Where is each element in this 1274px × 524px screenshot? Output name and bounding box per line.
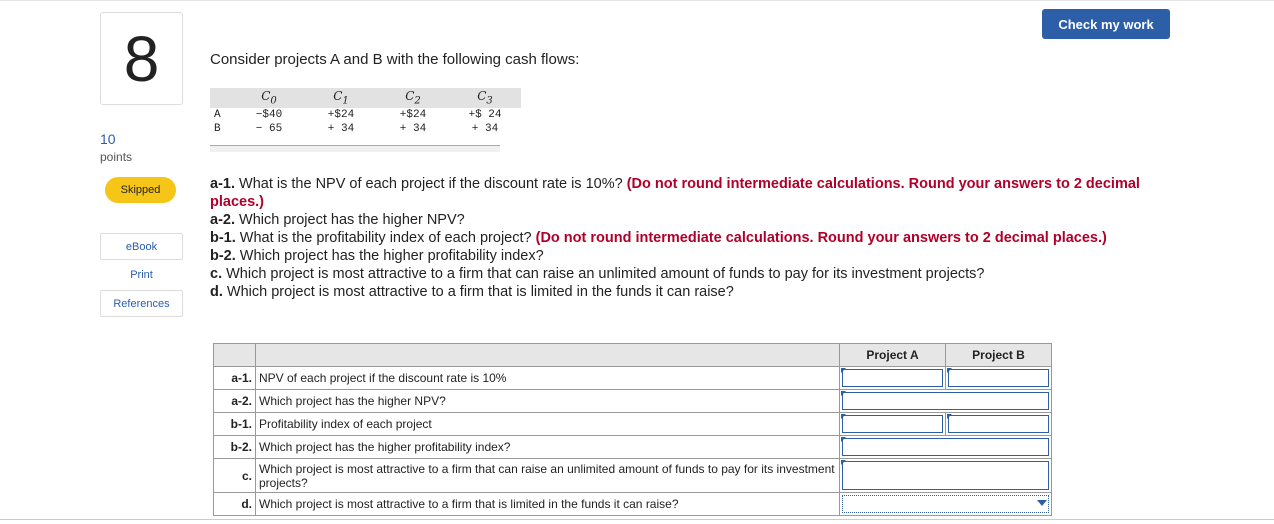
question-tag: b-2. — [210, 248, 236, 264]
row-label: a-1. — [214, 367, 256, 390]
limited-funds-cell — [840, 493, 1052, 516]
question-text: What is the NPV of each project if the discount rate is 10%? — [235, 176, 627, 192]
cash-flow-cell: −$40 — [255, 109, 283, 121]
answer-row-a2 — [214, 390, 1052, 413]
pi-b-input-cell — [946, 413, 1052, 436]
pi-project-a-input[interactable] — [842, 415, 943, 433]
row-desc: Which project has the higher NPV? — [256, 390, 840, 413]
question-note: (Do not round intermediate calculations. Round your answers to 2 decimal places.) — [535, 230, 1107, 246]
status-badge: Skipped — [105, 177, 176, 203]
question-prompt: Consider projects A and B with the following cash flows: — [210, 51, 580, 68]
cash-flow-cell: +$24 — [399, 109, 427, 121]
cash-flow-header-c0: $C_0$ — [233, 88, 305, 108]
row-desc: NPV of each project if the discount rate is 10% — [256, 367, 840, 390]
cash-flow-cell: +$24 — [327, 109, 355, 121]
question-tag: a-2. — [210, 212, 235, 228]
row-label: c. — [214, 459, 256, 493]
cash-flow-row-a — [210, 108, 521, 122]
limited-funds-select[interactable] — [842, 495, 1049, 513]
row-desc: Profitability index of each project — [256, 413, 840, 436]
question-item — [210, 175, 1160, 211]
question-item — [210, 247, 1160, 265]
higher-npv-input[interactable] — [842, 392, 1049, 410]
points-label: points — [100, 150, 133, 164]
question-tag: b-1. — [210, 230, 236, 246]
answer-row-a1 — [214, 367, 1052, 390]
project-b-header: Project B — [946, 344, 1052, 367]
question-note: (Do not round intermediate calculations. Round your answers to 2 decimal places.) — [210, 176, 1140, 210]
question-item — [210, 211, 1160, 229]
answer-header-desc — [256, 344, 840, 367]
check-my-work-button[interactable]: Check my work — [1042, 9, 1170, 39]
cash-flow-header-c2: $C_2$ — [377, 88, 449, 108]
cash-flow-header-row — [210, 88, 521, 108]
question-tag: a-1. — [210, 176, 235, 192]
pi-a-input-cell — [840, 413, 946, 436]
sub-3: 3 — [486, 95, 493, 107]
row-desc: Which project is most attractive to a firm that is limited in the funds it can raise? — [256, 493, 840, 516]
print-button[interactable]: Print — [100, 263, 183, 287]
cash-flow-cell: + 34 — [327, 123, 355, 135]
pi-project-b-input[interactable] — [948, 415, 1049, 433]
input-flag-icon — [841, 437, 846, 442]
question-item — [210, 265, 1160, 283]
npv-project-a-input[interactable] — [842, 369, 943, 387]
sub-0: 0 — [270, 95, 277, 107]
ebook-button[interactable]: eBook — [100, 233, 183, 260]
cash-flow-cell: +$ 24 — [468, 109, 502, 121]
project-a-header: Project A — [840, 344, 946, 367]
row-label: b-1. — [214, 413, 256, 436]
resource-links — [100, 233, 183, 320]
input-flag-icon — [841, 414, 846, 419]
cash-flow-header-c1: $C_1$ — [305, 88, 377, 108]
answer-row-d — [214, 493, 1052, 516]
higher-npv-cell — [840, 390, 1052, 413]
question-item — [210, 283, 1160, 301]
answer-table — [213, 343, 1052, 516]
input-flag-icon — [841, 391, 846, 396]
question-list — [210, 175, 1160, 301]
input-flag-icon — [947, 368, 952, 373]
question-tag: c. — [210, 266, 223, 282]
npv-b-input-cell — [946, 367, 1052, 390]
top-divider — [0, 0, 1274, 1]
question-item — [210, 229, 1160, 247]
cash-flow-cell: + 34 — [471, 123, 499, 135]
answer-row-b2 — [214, 436, 1052, 459]
row-desc: Which project has the higher profitability index? — [256, 436, 840, 459]
answer-header-row — [214, 344, 1052, 367]
answer-header-blank — [214, 344, 256, 367]
npv-a-input-cell — [840, 367, 946, 390]
higher-pi-input[interactable] — [842, 438, 1049, 456]
chevron-down-icon[interactable] — [1037, 500, 1047, 506]
cash-flow-cell: − 65 — [255, 123, 283, 135]
question-number: 8 — [100, 12, 183, 105]
answer-row-b1 — [214, 413, 1052, 436]
question-text: Which project is most attractive to a firm that can raise an unlimited amount of funds to pay for its investment projects? — [222, 266, 985, 282]
references-button[interactable]: References — [100, 290, 183, 317]
higher-pi-cell — [840, 436, 1052, 459]
sub-1: 1 — [342, 95, 349, 107]
cash-flow-corner — [210, 88, 233, 108]
cash-flow-cell: + 34 — [399, 123, 427, 135]
input-flag-icon — [841, 368, 846, 373]
row-label: B — [214, 123, 221, 135]
unlimited-funds-cell — [840, 459, 1052, 493]
row-label: a-2. — [214, 390, 256, 413]
question-text: Which project has the higher NPV? — [235, 212, 465, 228]
row-desc: Which project is most attractive to a firm that can raise an unlimited amount of funds to pay for its investment projects? — [256, 459, 840, 493]
input-flag-icon — [841, 460, 846, 465]
cash-flow-header-c3: $C_3$ — [449, 88, 521, 108]
points-value: 10 — [100, 131, 116, 147]
unlimited-funds-input[interactable] — [842, 461, 1049, 490]
npv-project-b-input[interactable] — [948, 369, 1049, 387]
question-text: What is the profitability index of each project? — [235, 230, 536, 246]
points-block — [100, 131, 132, 164]
row-label: b-2. — [214, 436, 256, 459]
cash-flow-row-b — [210, 122, 521, 136]
row-label: d. — [214, 493, 256, 516]
cash-flow-table — [210, 88, 521, 136]
row-label: A — [214, 109, 221, 121]
bottom-divider — [0, 519, 1274, 520]
input-flag-icon — [947, 414, 952, 419]
question-tag: d. — [210, 284, 223, 300]
question-text: Which project has the higher profitability index? — [235, 248, 544, 264]
answer-row-c — [214, 459, 1052, 493]
question-text: Which project is most attractive to a firm that is limited in the funds it can raise? — [222, 284, 734, 300]
sub-2: 2 — [414, 95, 421, 107]
cash-flow-table-bottom — [210, 145, 500, 152]
